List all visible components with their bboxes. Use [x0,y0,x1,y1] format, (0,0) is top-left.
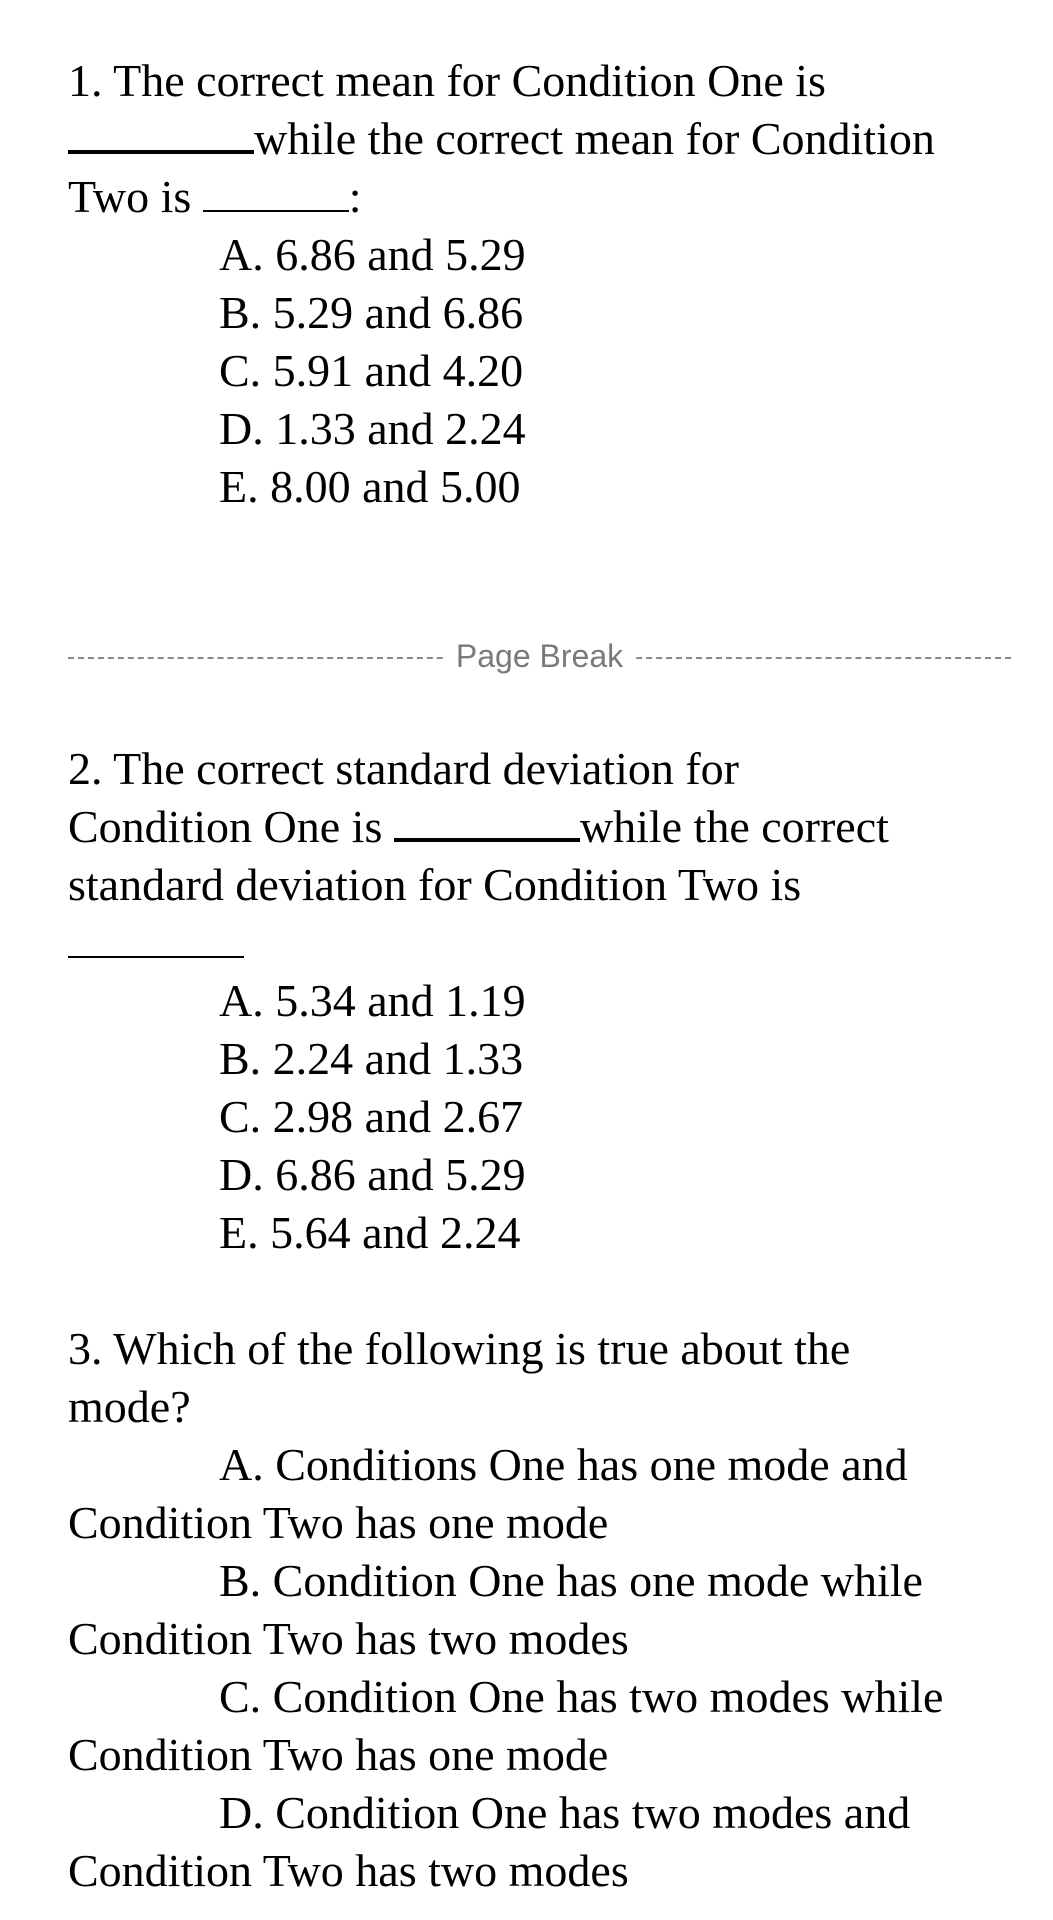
question-1-text-fragment: while the correct mean for Condition [254,113,935,164]
question-2-option-b: B. 2.24 and 1.33 [219,1033,524,1084]
answer-blank [394,838,580,842]
question-2-text-fragment: Condition One is [68,801,394,852]
page-break-label: Page Break [444,638,635,674]
question-1-text-fragment: Two is [68,171,203,222]
question-1-text-fragment: : [348,171,362,222]
question-3-option-b-continued: Condition Two has two modes [68,1613,629,1664]
question-1-text-line-2 [68,110,935,168]
question-1-text-line-3 [68,168,362,226]
question-3-text-line-2: mode? [68,1381,191,1432]
question-1-option-b: B. 5.29 and 6.86 [219,287,524,338]
question-2-text-line-2 [68,798,889,856]
question-2-text-fragment: while the correct [579,801,889,852]
question-3-option-a: A. Conditions One has one mode and [219,1439,908,1490]
question-2-option-a: A. 5.34 and 1.19 [219,975,526,1026]
question-2-option-c: C. 2.98 and 2.67 [219,1091,524,1142]
question-1-option-e: E. 8.00 and 5.00 [219,461,521,512]
question-2-text-line-4 [68,914,244,972]
page-break-label-wrap [68,636,1011,676]
question-3-option-a-continued: Condition Two has one mode [68,1497,609,1548]
page-break-divider [68,632,1011,682]
question-2-option-e: E. 5.64 and 2.24 [219,1207,521,1258]
question-3-option-d-continued: Condition Two has two modes [68,1845,629,1896]
question-2-text-line-3: standard deviation for Condition Two is [68,859,802,910]
question-2-option-d: D. 6.86 and 5.29 [219,1149,526,1200]
answer-blank [68,956,244,958]
question-3-option-c: C. Condition One has two modes while [219,1671,944,1722]
question-3-text-line-1: 3. Which of the following is true about the [68,1323,851,1374]
question-1-option-a: A. 6.86 and 5.29 [219,229,526,280]
answer-blank [203,210,349,212]
question-3-option-c-continued: Condition Two has one mode [68,1729,609,1780]
question-1-text-line-1: 1. The correct mean for Condition One is [68,55,826,106]
question-1-option-c: C. 5.91 and 4.20 [219,345,524,396]
question-3-option-b: B. Condition One has one mode while [219,1555,923,1606]
question-3-option-d: D. Condition One has two modes and [219,1787,911,1838]
question-2-text-line-1: 2. The correct standard deviation for [68,743,739,794]
answer-blank [68,150,254,154]
question-1-option-d: D. 1.33 and 2.24 [219,403,526,454]
